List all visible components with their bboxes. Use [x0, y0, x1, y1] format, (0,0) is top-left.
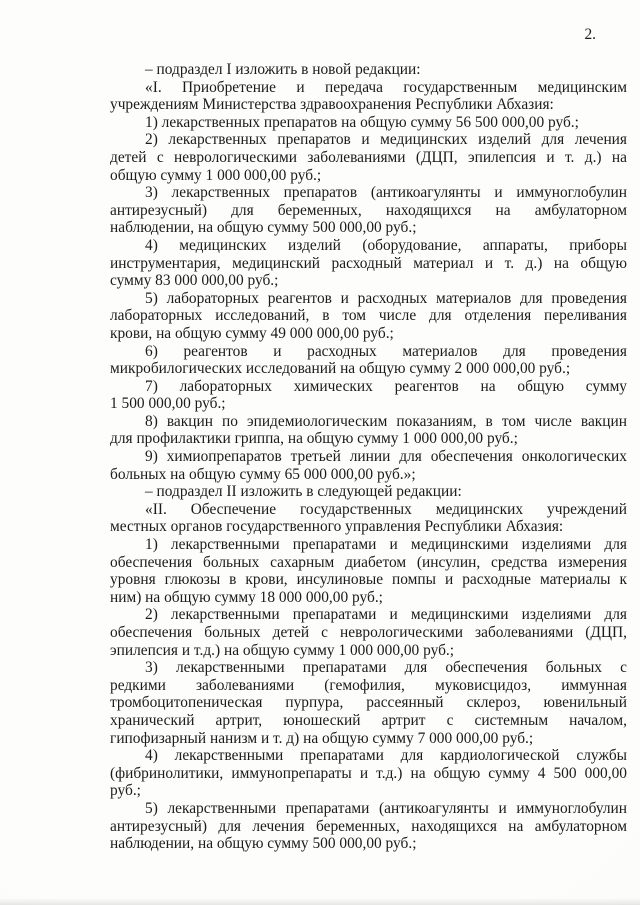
- paragraph: [110, 413, 627, 448]
- text-line: лабораторных исследований, в том числе для отделения переливания: [110, 307, 627, 325]
- text-line: антирезусный) для беременных, находящихся на амбулаторном: [110, 201, 627, 219]
- paragraph: [110, 448, 627, 483]
- text-line: 4) медицинских изделий (оборудование, аппараты, приборы: [145, 236, 627, 254]
- text-line: редкими заболеваниями (гемофилия, муковисцидоз, иммунная: [110, 676, 627, 694]
- text-line: – подраздел II изложить в следующей редакции:: [145, 483, 462, 501]
- paragraph: [110, 237, 627, 290]
- text-line: руб.;: [110, 782, 141, 800]
- text-line: обеспечения больных детей с неврологическими заболеваниями (ДЦП,: [110, 624, 627, 641]
- text-line: крови, на общую сумму 49 000 000,00 руб.;: [110, 324, 394, 342]
- text-line: местных органов государственного управления Республики Абхазия:: [110, 518, 564, 536]
- text-line: детей с неврологическими заболеваниями (ДЦП, эпилепсия и т. д.) на: [110, 148, 627, 166]
- paragraph: [110, 483, 627, 501]
- paragraph: [110, 184, 627, 237]
- text-line: «I. Приобретение и передача государственным медицинским: [145, 78, 627, 96]
- document-body: [110, 61, 627, 853]
- text-line: эпилепсия и т.д.) на общую сумму 1 000 000,00 руб.;: [110, 641, 455, 659]
- text-line: общую сумму 1 000 000,00 руб.;: [110, 166, 322, 184]
- text-line: 5) лекарственными препаратами (антикоагулянты и иммуноглобулин: [145, 799, 627, 817]
- text-line: ним) на общую сумму 18 000 000,00 руб.;: [110, 588, 383, 606]
- text-line: 1 500 000,00 руб.;: [110, 395, 226, 413]
- text-line: инструментария, медицинский расходный материал и т. д.) на общую: [110, 254, 627, 272]
- paragraph: [110, 536, 627, 606]
- text-line: больных на общую сумму 65 000 000,00 руб.»;: [110, 465, 416, 483]
- text-line: тромбоцитопеническая пурпура, рассеянный склероз, ювенильный: [110, 694, 627, 712]
- text-line: хранический артрит, юношеский артрит с системным началом,: [110, 711, 627, 729]
- text-line: гипофизарный нанизм и т. д) на общую сумму 7 000 000,00 руб.;: [110, 729, 534, 747]
- text-line: 7) лабораторных химических реагентов на общую сумму: [145, 377, 627, 395]
- paragraph: [110, 659, 627, 747]
- page-number: 2.: [584, 26, 596, 43]
- paragraph: [110, 114, 627, 132]
- text-line: 9) химиопрепаратов третьей линии для обеспечения онкологических: [145, 448, 627, 466]
- text-line: наблюдении, на общую сумму 500 000,00 руб.;: [110, 219, 417, 237]
- paragraph: [110, 343, 627, 378]
- text-line: 8) вакцин по эпидемиологическим показаниям, в том числе вакцин: [145, 412, 627, 430]
- text-line: «II. Обеспечение государственных медицинских учреждений: [145, 500, 627, 518]
- paragraph: [110, 290, 627, 343]
- text-line: уровня глюкозы в крови, инсулиновые помпы и расходные материалы к: [110, 571, 627, 589]
- text-line: сумму 83 000 000,00 руб.;: [110, 272, 279, 290]
- text-line: 1) лекарственными препаратами и медицинскими изделиями для: [145, 536, 627, 554]
- text-line: обеспечения больных сахарным диабетом (инсулин, средства измерения: [110, 553, 627, 571]
- text-line: наблюдении, на общую сумму 500 000,00 руб.;: [110, 835, 417, 853]
- text-line: микробилогических исследований на общую сумму 2 000 000,00 руб.;: [110, 360, 571, 378]
- text-line: учреждениям Министерства здравоохранения Республики Абхазия:: [110, 96, 554, 114]
- paragraph: [110, 61, 627, 79]
- text-line: 6) реагентов и расходных материалов для проведения: [145, 342, 627, 360]
- text-line: 3) лекарственных препаратов (антикоагулянты и иммуноглобулин: [145, 184, 627, 202]
- paragraph: [110, 747, 627, 800]
- text-line: 2) лекарственными препаратами и медицинскими изделиями для: [145, 606, 627, 624]
- paragraph: [110, 131, 627, 184]
- text-line: антирезусный) для лечения беременных, находящихся на амбулаторном: [110, 817, 627, 835]
- paragraph: [110, 606, 627, 659]
- paragraph: [110, 501, 627, 536]
- text-line: – подраздел I изложить в новой редакции:: [145, 61, 421, 78]
- text-line: 1) лекарственных препаратов на общую сумму 56 500 000,00 руб.;: [145, 113, 579, 131]
- text-line: 5) лабораторных реагентов и расходных материалов для проведения: [145, 289, 627, 307]
- paragraph: [110, 378, 627, 413]
- text-line: 2) лекарственных препаратов и медицинских изделий для лечения: [145, 131, 627, 149]
- text-line: 4) лекарственными препаратами для кардиологической службы: [145, 747, 627, 765]
- text-line: для профилактики гриппа, на общую сумму 1 000 000,00 руб.;: [110, 430, 518, 448]
- paragraph: [110, 800, 627, 853]
- text-line: 3) лекарственными препаратами для обеспечения больных с: [145, 659, 627, 677]
- paragraph: [110, 79, 627, 114]
- text-line: (фибринолитики, иммунопрепараты и т.д.) на общую сумму 4 500 000,00: [110, 764, 627, 782]
